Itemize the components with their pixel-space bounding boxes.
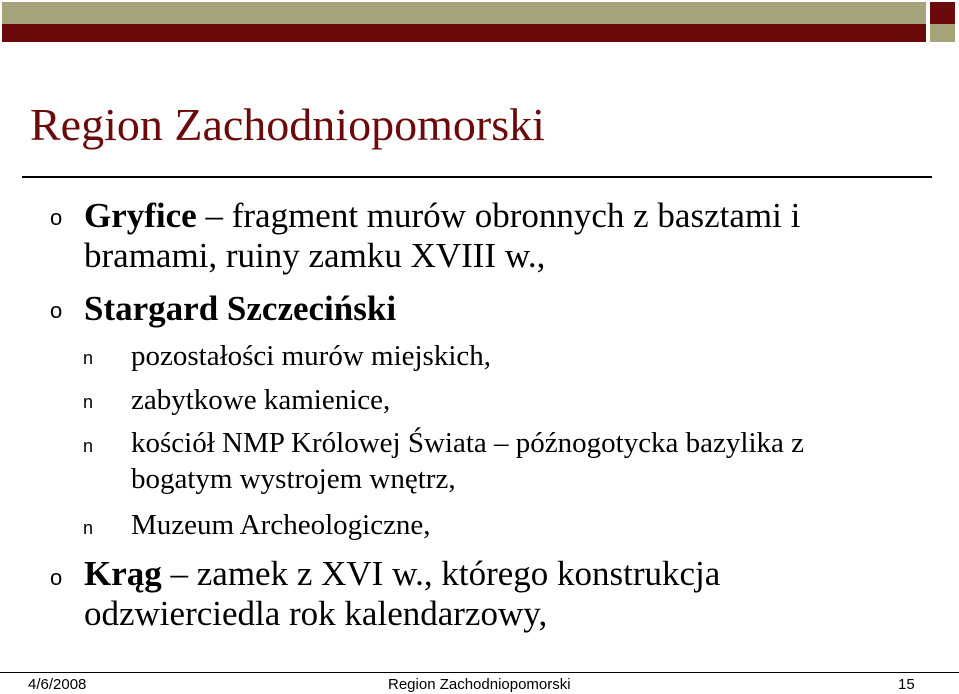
sub-bullet-item	[131, 338, 931, 374]
footer-date: 4/6/2008	[28, 676, 87, 693]
sub-bullet-text: zabytkowe kamienice,	[131, 384, 391, 416]
footer-title: Region Zachodniopomorski	[388, 676, 571, 693]
sub-bullet-text: Muzeum Archeologiczne,	[131, 509, 431, 541]
bullet-strong-text: Stargard Szczeciński	[84, 289, 397, 328]
slide-title: Region Zachodniopomorski	[30, 99, 545, 150]
footer-page-number: 15	[898, 676, 915, 693]
bullet-text-cont: odzwierciedla rok kalendarzowy,	[84, 594, 548, 633]
sub-bullet-item	[131, 382, 931, 418]
bullet-gryfice	[84, 196, 944, 276]
sub-bullet-marker: n	[83, 392, 94, 412]
sub-bullet-marker: n	[83, 348, 94, 368]
sub-bullet-item	[131, 507, 931, 543]
sub-bullet-text: kościół NMP Królowej Świata – późnogotycka bazylika z	[131, 427, 805, 459]
sub-bullet-text-cont: bogatym wystrojem wnętrz,	[131, 463, 456, 495]
bullet-marker: o	[50, 205, 63, 230]
bullet-strong-text: Krąg	[84, 554, 162, 593]
bullet-stargard	[84, 289, 944, 329]
bullet-strong-text: Gryfice	[84, 196, 197, 235]
bullet-text: – fragment murów obronnych z basztami i	[196, 196, 801, 235]
bullet-text: – zamek z XVI w., którego konstrukcja	[161, 554, 721, 593]
bullet-text-cont: bramami, ruiny zamku XVIII w.,	[84, 236, 546, 275]
bullet-marker: o	[50, 565, 63, 590]
sub-bullet-marker: n	[83, 518, 94, 538]
bullet-marker: o	[50, 298, 63, 323]
bullet-krag	[84, 554, 944, 634]
footer-rule	[0, 672, 959, 673]
sub-bullet-item	[131, 425, 931, 497]
sub-bullet-text: pozostałości murów miejskich,	[131, 340, 492, 372]
sub-bullet-marker: n	[83, 436, 94, 456]
